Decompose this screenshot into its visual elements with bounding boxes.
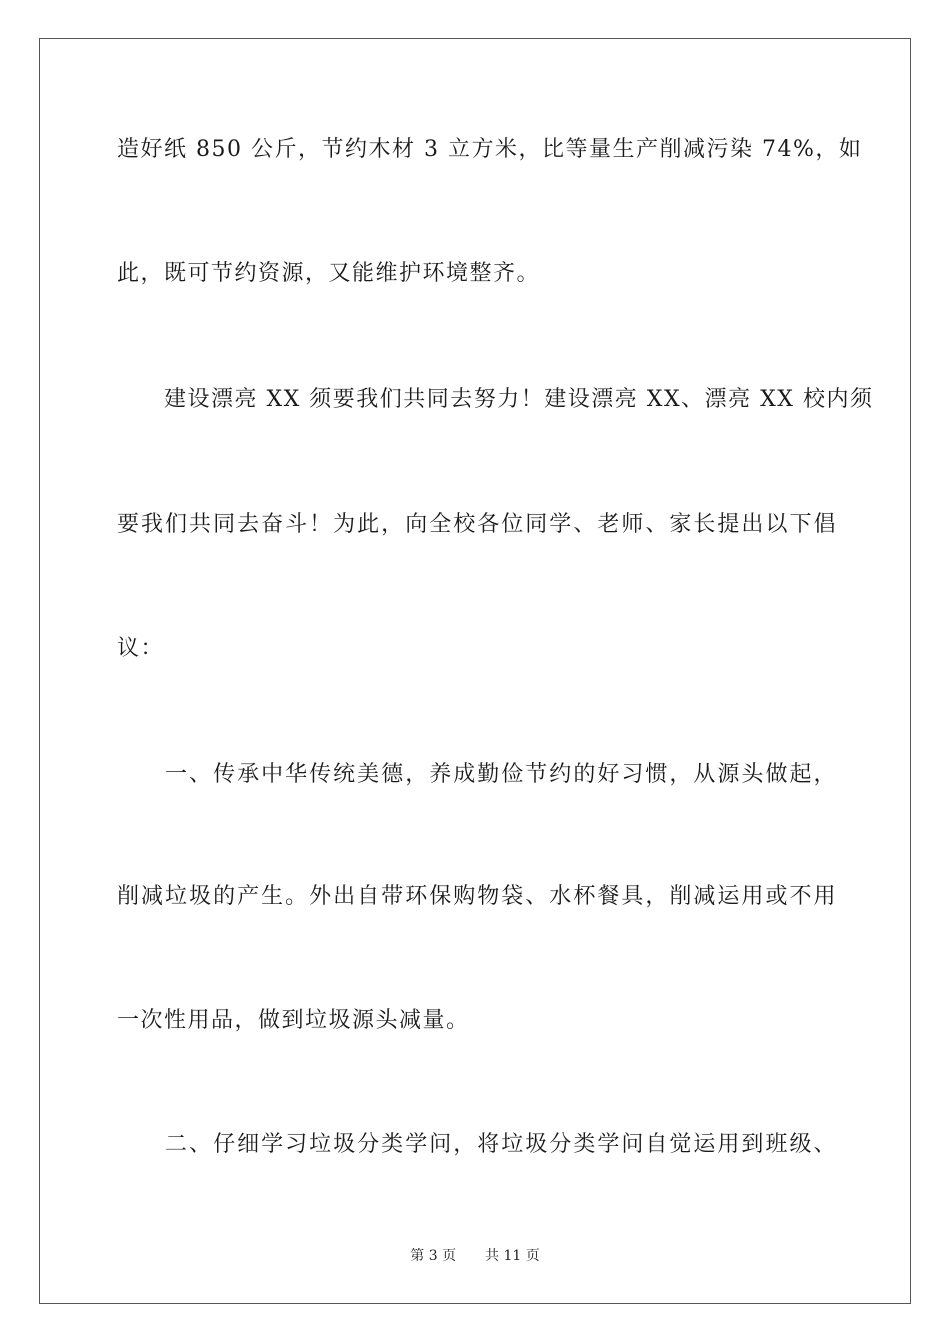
text-line: 二、仔细学习垃圾分类学问，将垃圾分类学问自觉运用到班级、 — [117, 1132, 837, 1157]
text-line: 一、传承中华传统美德，养成勤俭节约的好习惯，从源头做起， — [117, 762, 837, 787]
total-pages: 共 11 页 — [485, 1248, 540, 1264]
page-footer — [0, 1246, 950, 1266]
text-line: 要我们共同去奋斗！为此，向全校各位同学、老师、家长提出以下倡 — [117, 512, 837, 537]
text-line: 建设漂亮 XX 须要我们共同去努力！建设漂亮 XX、漂亮 XX 校内须 — [117, 387, 874, 412]
page-number: 第 3 页 — [410, 1248, 457, 1264]
text-line: 造好纸 850 公斤，节约木材 3 立方米，比等量生产削减污染 74%，如 — [117, 137, 863, 162]
text-line: 议： — [117, 636, 165, 661]
text-line: 此，既可节约资源，又能维护环境整齐。 — [117, 261, 541, 286]
page-border — [39, 38, 911, 1304]
text-line: 削减垃圾的产生。外出自带环保购物袋、水杯餐具，削减运用或不用 — [117, 884, 837, 909]
text-line: 一次性用品，做到垃圾源头减量。 — [117, 1008, 470, 1033]
